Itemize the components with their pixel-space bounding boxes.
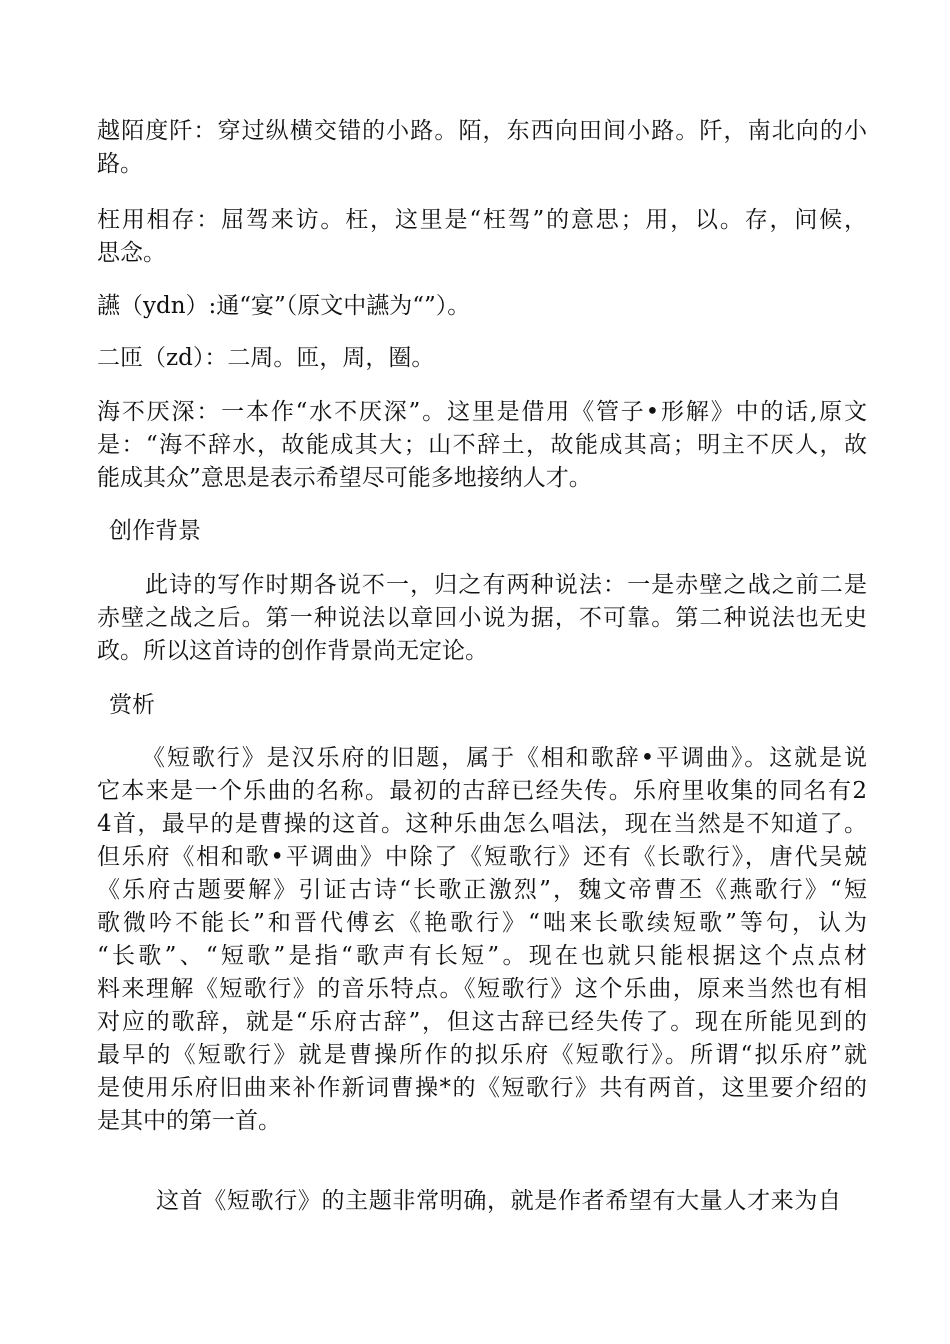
paragraph-line: 赤壁之战之后。第一种说法以章回小说为据，不可靠。第二种说法也无史 [97, 605, 867, 631]
section-heading-appreciation: 赏析 [109, 692, 155, 718]
note-line: 是：“海不辞水，故能成其大；山不辞土，故能成其高；明主不厌人，故 [97, 432, 867, 458]
paragraph-line: 是使用乐府旧曲来补作新词曹操*的《短歌行》共有两首，这里要介绍的 [97, 1075, 867, 1101]
paragraph-line: 它本来是一个乐曲的名称。最初的古辞已经失传。乐府里收集的同名有2 [97, 778, 867, 804]
note-line: 二匝（zd）：二周。匝，周，圈。 [97, 345, 435, 371]
paragraph-line: 是其中的第一首。 [97, 1108, 281, 1134]
paragraph-line: 《乐府古题要解》引证古诗“长歌正激烈”，魏文帝曹丕《燕歌行》“短 [97, 877, 867, 903]
note-line: 海不厌深：一本作“水不厌深”。这里是借用《管子•形解》中的话,原文 [97, 399, 867, 425]
note-line: 枉用相存：屈驾来访。枉，这里是“枉驾”的意思；用，以。存，问候， [97, 207, 867, 233]
paragraph-line: 料来理解《短歌行》的音乐特点。《短歌行》这个乐曲，原来当然也有相 [97, 976, 867, 1002]
paragraph-line: 此诗的写作时期各说不一，归之有两种说法：一是赤壁之战之前二是 [145, 572, 867, 598]
note-line: 能成其众”意思是表示希望尽可能多地接纳人才。 [97, 465, 592, 491]
paragraph-line: 这首《短歌行》的主题非常明确，就是作者希望有大量人才来为自 [156, 1188, 841, 1214]
paragraph-line: 《短歌行》是汉乐府的旧题，属于《相和歌辞•平调曲》。这就是说 [142, 745, 867, 771]
note-line: 讌（ydn）:通“宴”（原文中讌为“”）。 [97, 293, 471, 319]
section-heading-background: 创作背景 [109, 518, 201, 544]
paragraph-line: 政。所以这首诗的创作背景尚无定论。 [97, 638, 488, 664]
paragraph-line: 对应的歌辞，就是“乐府古辞”，但这古辞已经失传了。现在所能见到的 [97, 1009, 867, 1035]
paragraph-line: 4首，最早的是曹操的这首。这种乐曲怎么唱法，现在当然是不知道了。 [97, 811, 867, 837]
note-line: 越陌度阡：穿过纵横交错的小路。陌，东西向田间小路。阡，南北向的小 [97, 118, 867, 144]
paragraph-line: 歌微吟不能长”和晋代傅玄《艳歌行》“咄来长歌续短歌”等句，认为 [97, 910, 867, 936]
note-line: 路。 [97, 151, 143, 177]
paragraph-line: “长歌”、“短歌”是指“歌声有长短”。现在也就只能根据这个点点材 [97, 943, 867, 969]
note-line: 思念。 [97, 240, 166, 266]
paragraph-line: 最早的《短歌行》就是曹操所作的拟乐府《短歌行》。所谓“拟乐府”就 [97, 1042, 867, 1068]
paragraph-line: 但乐府《相和歌•平调曲》中除了《短歌行》还有《长歌行》，唐代吴兢 [97, 844, 867, 870]
